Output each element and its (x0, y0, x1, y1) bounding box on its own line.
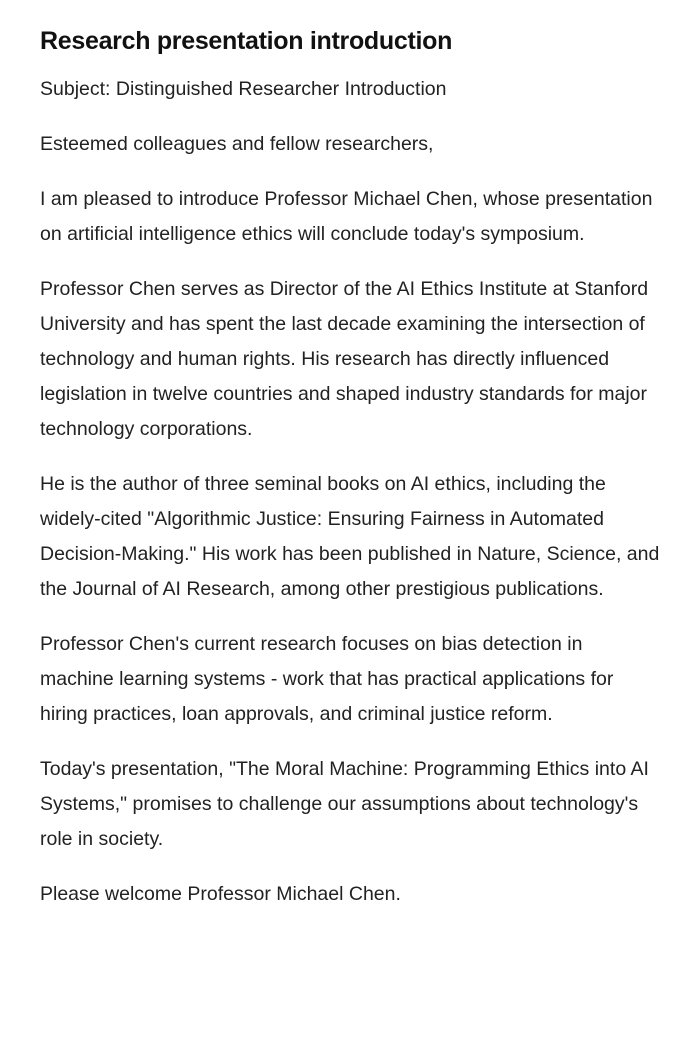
document-title: Research presentation introduction (40, 27, 453, 55)
body-paragraph-intro: I am pleased to introduce Professor Michael Chen, whose presentation on artificial intelligence ethics will conclude today's symposium. (40, 188, 653, 245)
greeting-line: Esteemed colleagues and fellow researchers, (40, 133, 434, 155)
closing-line: Please welcome Professor Michael Chen. (40, 883, 401, 905)
body-paragraph-presentation: Today's presentation, "The Moral Machine: Programming Ethics into AI Systems," promises to challenge our assumptions about technology's role in society. (40, 758, 649, 850)
body-paragraph-role: Professor Chen serves as Director of the AI Ethics Institute at Stanford University and has spent the last decade examining the intersection of technology and human rights. His research has directly influenced legislation in twelve countries and shaped industry standards for major technology corporations. (40, 278, 649, 440)
subject-line: Subject: Distinguished Researcher Introduction (40, 78, 447, 100)
body-paragraph-research: Professor Chen's current research focuses on bias detection in machine learning systems - work that has practical applications for hiring practices, loan approvals, and criminal justice reform. (40, 633, 614, 725)
body-paragraph-publications: He is the author of three seminal books on AI ethics, including the widely-cited "Algorithmic Justice: Ensuring Fairness in Automated Decision-Making." His work has been published in Nature, Science, and the Journal of AI Research, among other prestigious publications. (40, 473, 660, 600)
